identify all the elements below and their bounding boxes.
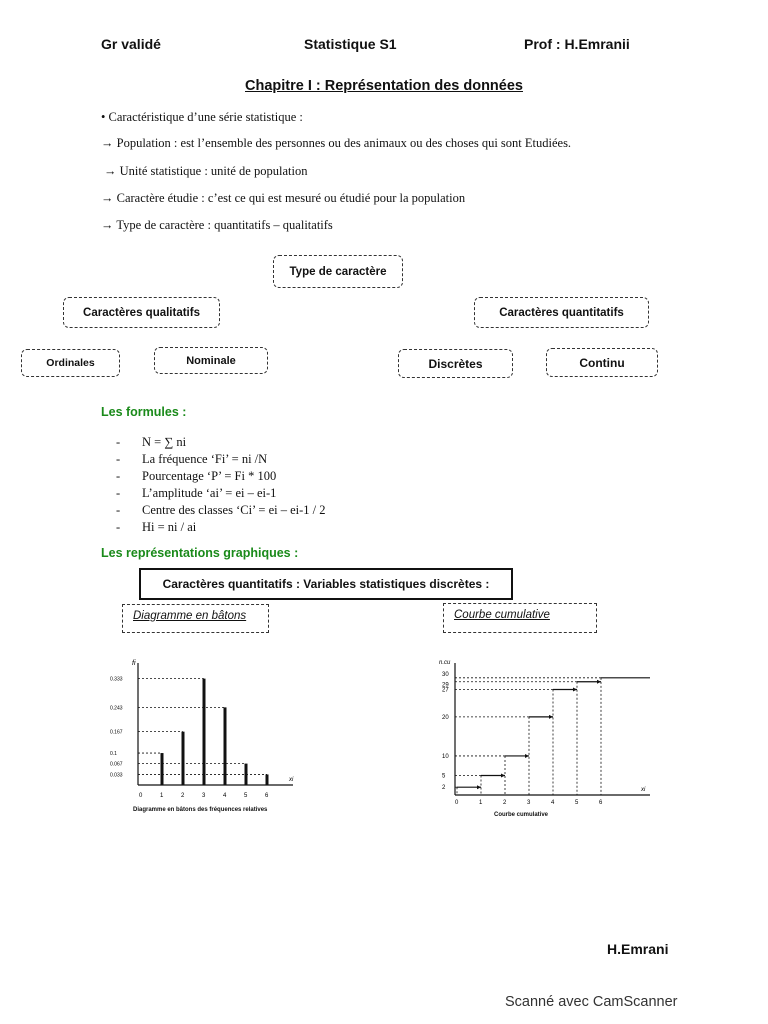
formula-bullet: - — [116, 520, 121, 534]
bar-chart-x-tick: 2 — [181, 793, 185, 799]
cumulative-x-tick: 4 — [551, 800, 555, 806]
cumulative-arrow — [501, 773, 505, 777]
tree-root-box: Type de caractère — [273, 255, 403, 288]
bar-chart-y-tick: 0.033 — [110, 772, 123, 779]
cumulative-x-tick: 6 — [599, 800, 603, 806]
cumulative-y-tick: 20 — [442, 714, 449, 721]
bar-chart-x-tick: 0 — [139, 793, 143, 799]
bar-chart-x-tick: 6 — [265, 793, 269, 799]
bar-chart-bar — [203, 679, 206, 785]
bar-chart-y-tick: 0.167 — [110, 729, 123, 736]
cumulative-arrow — [477, 785, 481, 789]
intro-line: → Population : est l’ensemble des personnes ou des animaux ou des choses qui sont Etudiées. — [101, 136, 572, 150]
cumulative-y-tick: 27 — [442, 687, 449, 694]
cumulative-x-tick: 5 — [575, 800, 579, 806]
formula-item: N = ∑ ni — [142, 435, 187, 449]
page-title: Chapitre I : Représentation des données — [245, 78, 523, 94]
courbe-label-box — [443, 603, 597, 633]
tree-ordinales-box: Ordinales — [21, 349, 120, 377]
formula-bullet: - — [116, 452, 121, 466]
formula-item: La fréquence ‘Fi’ = ni /N — [142, 452, 268, 466]
intro-line: • Caractéristique d’une série statistique : — [101, 110, 303, 124]
formula-bullet: - — [116, 469, 121, 483]
cumulative-y-tick: 2 — [442, 785, 446, 792]
diagramme-label: Diagramme en bâtons — [133, 610, 247, 622]
bar-chart — [108, 645, 298, 805]
cumulative-chart — [430, 655, 650, 810]
cumulative-x-tick: 2 — [503, 800, 507, 806]
formula-bullet: - — [116, 435, 121, 449]
camscanner-watermark: Scanné avec CamScanner — [505, 994, 678, 1010]
cumulative-y-tick: 10 — [442, 753, 449, 760]
bar-chart-y-tick: 0.243 — [110, 705, 123, 712]
formula-item: Hi = ni / ai — [142, 520, 197, 534]
bar-chart-x-label: xi — [289, 777, 294, 783]
cumulative-y-tick: 30 — [442, 671, 449, 678]
formula-item: L’amplitude ‘ai’ = ei – ei-1 — [142, 486, 277, 500]
cumulative-x-label: xi — [641, 787, 646, 793]
bar-chart-bar — [161, 753, 164, 785]
signature: H.Emrani — [607, 941, 669, 957]
header-group: Gr validé — [101, 36, 161, 52]
bar-chart-bar — [182, 732, 185, 785]
quantitative-discrete-banner: Caractères quantitatifs : Variables statistiques discrètes : — [139, 568, 513, 600]
tree-quantitatifs-box: Caractères quantitatifs — [474, 297, 649, 328]
courbe-label: Courbe cumulative — [454, 609, 550, 621]
header-course: Statistique S1 — [304, 36, 397, 52]
cumulative-x-tick: 0 — [455, 800, 459, 806]
formula-item: Pourcentage ‘P’ = Fi * 100 — [142, 469, 277, 483]
formula-bullet: - — [116, 486, 121, 500]
cumulative-y-label: n.cu — [439, 660, 451, 666]
bar-chart-caption: Diagramme en bâtons des fréquences relatives — [133, 807, 268, 813]
formules-heading: Les formules : — [101, 405, 187, 419]
bar-chart-y-tick: 0.333 — [110, 676, 123, 683]
cumulative-chart-caption: Courbe cumulative — [494, 812, 549, 818]
cumulative-arrow — [597, 680, 601, 684]
bar-chart-x-tick: 5 — [244, 793, 248, 799]
cumulative-y-tick: 29 — [442, 682, 449, 689]
intro-line: → Type de caractère : quantitatifs – qualitatifs — [101, 218, 333, 232]
tree-nominale-box: Nominale — [154, 347, 268, 374]
cumulative-arrow — [573, 688, 577, 692]
tree-qualitatifs-box: Caractères qualitatifs — [63, 297, 220, 328]
formula-item: Centre des classes ‘Ci’ = ei – ei-1 / 2 — [142, 503, 326, 517]
representations-heading: Les représentations graphiques : — [101, 546, 299, 560]
intro-line: → Caractère étudie : c’est ce qui est mesuré ou étudié pour la population — [101, 191, 466, 205]
cumulative-y-tick: 5 — [442, 773, 446, 780]
bar-chart-y-label: fi — [132, 660, 136, 667]
bar-chart-x-tick: 1 — [160, 793, 164, 799]
cumulative-x-tick: 1 — [479, 800, 483, 806]
cumulative-arrow — [549, 715, 553, 719]
diagramme-label-box — [122, 604, 269, 633]
bar-chart-bar — [224, 707, 227, 785]
cumulative-x-tick: 3 — [527, 800, 531, 806]
bar-chart-bar — [266, 774, 269, 785]
bar-chart-y-tick: 0.067 — [110, 761, 123, 768]
tree-continu-box: Continu — [546, 348, 658, 377]
bar-chart-x-tick: 3 — [202, 793, 206, 799]
bar-chart-y-tick: 0.1 — [110, 751, 117, 758]
intro-line: → Unité statistique : unité de population — [104, 164, 308, 178]
bar-chart-x-tick: 4 — [223, 793, 227, 799]
formula-bullet: - — [116, 503, 121, 517]
cumulative-arrow — [525, 754, 529, 758]
header-professor: Prof : H.Emranii — [524, 36, 630, 52]
tree-discretes-box: Discrètes — [398, 349, 513, 378]
